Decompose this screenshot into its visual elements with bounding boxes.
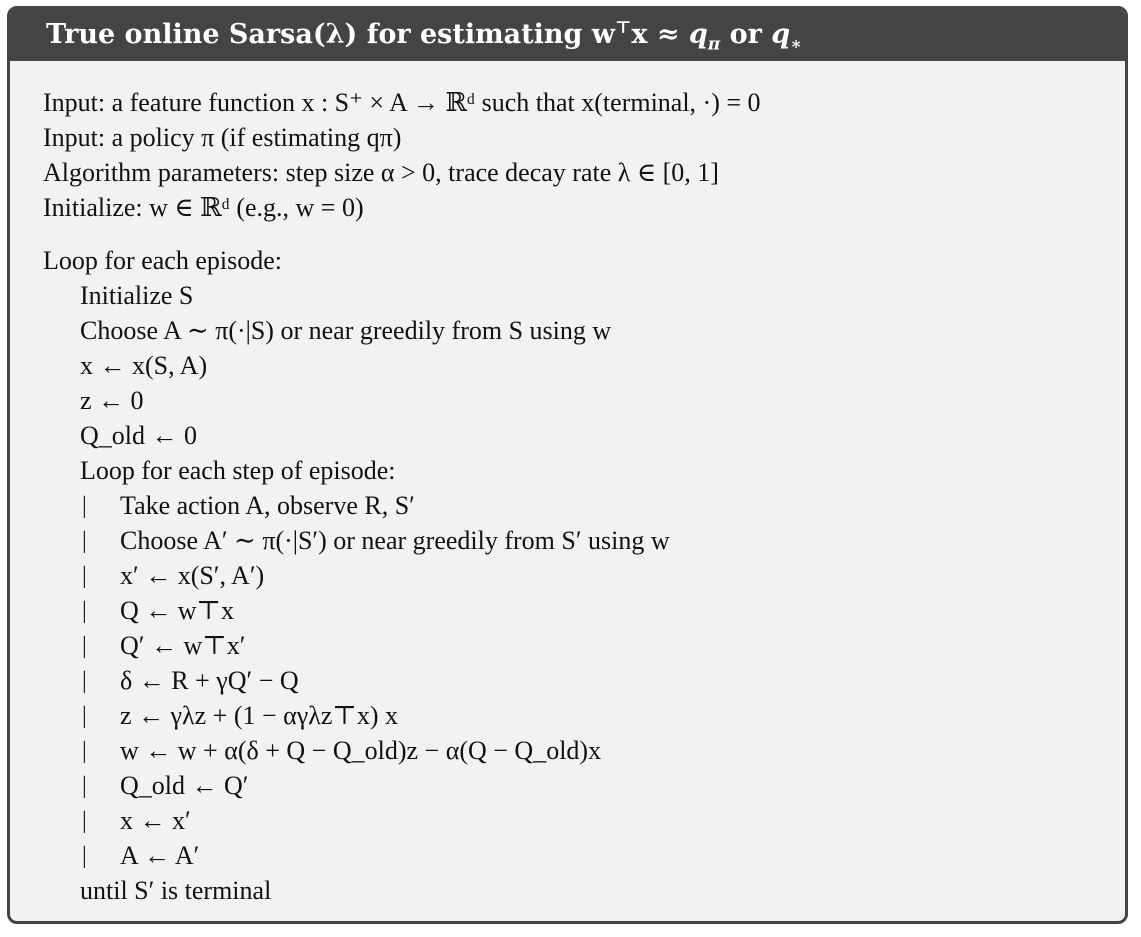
episode-step: Initialize S xyxy=(80,281,194,310)
preamble-line: Algorithm parameters: step size α > 0, trace decay rate λ ∈ [0, 1] xyxy=(43,158,719,187)
loop-bar: | xyxy=(82,598,87,624)
step-line: Q_old ← Q′ xyxy=(120,771,249,800)
episode-step: x ← x(S, A) xyxy=(80,351,208,380)
title-or: or xyxy=(720,19,772,50)
step-line: z ← γλz + (1 − αγλz⊤x) x xyxy=(120,701,399,730)
title-transpose: ⊤ xyxy=(615,18,632,38)
title-q2: q xyxy=(771,19,791,50)
algorithm-box xyxy=(7,6,1128,924)
title-w: w xyxy=(591,19,616,50)
loop-bar: | xyxy=(82,738,87,764)
loop-bar: | xyxy=(82,703,87,729)
loop-bar: | xyxy=(82,633,87,659)
step-line: x′ ← x(S′, A′) xyxy=(120,561,265,590)
loop-bar: | xyxy=(82,773,87,799)
preamble-line: Input: a feature function x : S⁺ × A → ℝᵈ such that x(terminal, ·) = 0 xyxy=(43,88,761,117)
step-line: A ← A′ xyxy=(120,841,200,870)
step-line: Take action A, observe R, S′ xyxy=(120,491,415,520)
loop-bar: | xyxy=(82,668,87,694)
loop-bar: | xyxy=(82,563,87,589)
title-q: q xyxy=(688,19,708,50)
episode-step: Choose A ∼ π(·|S) or near greedily from S using w xyxy=(80,316,612,345)
title-pi: π xyxy=(707,34,721,55)
step-line: w ← w + α(δ + Q − Q_old)z − α(Q − Q_old)x xyxy=(120,736,602,765)
title-approx: ≈ xyxy=(647,19,689,50)
episode-step: z ← 0 xyxy=(80,386,144,415)
loop-bar: | xyxy=(82,808,87,834)
episode-step: Q_old ← 0 xyxy=(80,421,197,450)
loop-bar: | xyxy=(82,493,87,519)
episode-loop-header: Loop for each episode: xyxy=(43,246,282,275)
step-line: Q′ ← w⊤x′ xyxy=(120,631,246,660)
preamble-line: Initialize: w ∈ ℝᵈ (e.g., w = 0) xyxy=(43,193,364,222)
title-x: x xyxy=(631,19,648,50)
step-line: Q ← w⊤x xyxy=(120,596,235,625)
step-line: x ← x′ xyxy=(120,806,191,835)
loop-bar: | xyxy=(82,843,87,869)
title-star: ∗ xyxy=(790,34,802,55)
until-line: until S′ is terminal xyxy=(80,876,272,905)
step-line: δ ← R + γQ′ − Q xyxy=(120,666,299,695)
step-loop-header: Loop for each step of episode: xyxy=(80,456,396,485)
loop-bar: | xyxy=(82,528,87,554)
preamble-line: Input: a policy π (if estimating qπ) xyxy=(43,123,402,152)
title-text: True online Sarsa(λ) for estimating xyxy=(46,19,592,50)
algorithm-title xyxy=(10,9,1125,61)
step-line: Choose A′ ∼ π(·|S′) or near greedily from S′ using w xyxy=(120,526,670,555)
